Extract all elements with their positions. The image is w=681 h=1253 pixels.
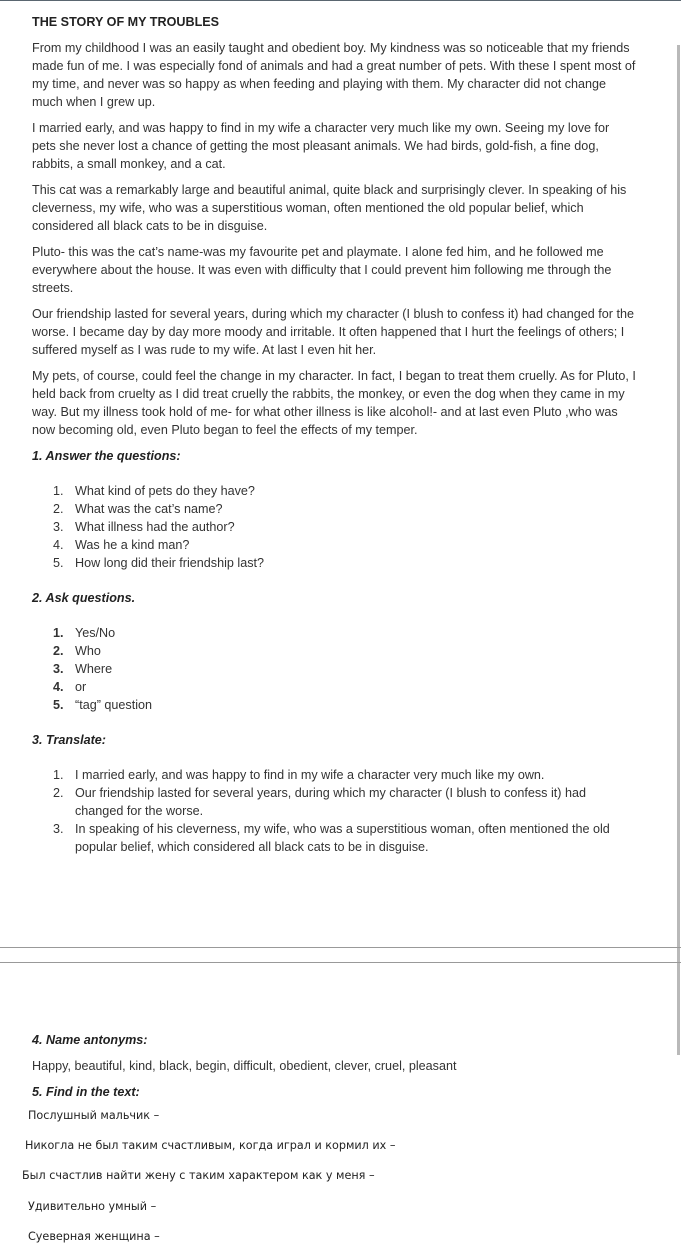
page-break-line-bottom	[0, 962, 681, 963]
list-item	[32, 784, 636, 820]
item-number: 1.	[53, 626, 64, 640]
item-text: Who	[75, 644, 101, 658]
task-1-heading: 1. Answer the questions:	[32, 449, 181, 463]
page-break-line-top	[0, 947, 681, 948]
item-number: 4.	[53, 680, 64, 694]
item-number: 3.	[53, 520, 64, 534]
list-item	[32, 518, 636, 536]
story-title: THE STORY OF MY TROUBLES	[32, 15, 220, 29]
task-2-heading: 2. Ask questions.	[32, 591, 136, 605]
paragraph-6: My pets, of course, could feel the change in my character. In fact, I began to treat them cruelly. As for Pluto, I held back from cruelty as I did treat cruelly the rabbits, the monkey, or even the dog when they came in my way. But my illness took hold of me- for what other illness is like alcohol!- and at last even Pluto ,who was now becoming old, even Pluto began to feel the effects of my temper.	[32, 369, 636, 437]
item-text: Was he a kind man?	[75, 538, 190, 552]
item-number: 2.	[53, 644, 64, 658]
paragraph-2: I married early, and was happy to find in my wife a character very much like my own. Seeing my love for pets she never lost a chance of getting the most pleasant animals. We had birds, gold-fish, a fine dog, rabbits, a small monkey, and a cat.	[32, 121, 610, 171]
item-text: What kind of pets do they have?	[75, 484, 255, 498]
item-number: 1.	[53, 768, 64, 782]
page-two	[32, 1031, 636, 1109]
task-4-heading: 4. Name antonyms:	[32, 1033, 148, 1047]
find-line-5: Суеверная женщина –	[28, 1230, 160, 1243]
list-item	[32, 678, 636, 696]
item-number: 2.	[53, 502, 64, 516]
list-item	[32, 660, 636, 678]
list-item	[32, 766, 636, 784]
paragraph-5: Our friendship lasted for several years, during which my character (I blush to confess it) had changed for the worse. I became day by day more moody and irritable. It often happened that I hurt the feelings of others; I suffered myself as I was rude to my wife. At last I even hit her.	[32, 307, 634, 357]
list-item	[32, 696, 636, 714]
list-item	[32, 536, 636, 554]
find-line-4: Удивительно умный –	[28, 1200, 157, 1213]
top-border-line	[0, 0, 681, 1]
paragraph-4: Pluto- this was the cat’s name-was my favourite pet and playmate. I alone fed him, and he followed me everywhere about the house. It was even with difficulty that I could prevent him following me through the streets.	[32, 245, 612, 295]
paragraph-1: From my childhood I was an easily taught and obedient boy. My kindness was so noticeable that my friends made fun of me. I was especially fond of animals and had a great number of pets. With these I spent most of my time, and never was so happy as when feeding and playing with them. My character did not change much when I grew up.	[32, 41, 636, 109]
list-item	[32, 624, 636, 642]
item-number: 5.	[53, 698, 64, 712]
item-text: Yes/No	[75, 626, 116, 640]
find-line-2: Никогла не был таким счастливым, когда играл и кормил их –	[25, 1139, 396, 1152]
item-text: Our friendship lasted for several years, during which my character (I blush to confess it) had changed for the worse.	[75, 786, 586, 818]
item-text: I married early, and was happy to find in my wife a character very much like my own.	[75, 768, 545, 782]
task-1-list	[32, 482, 636, 572]
list-item	[32, 820, 636, 856]
item-text: Where	[75, 662, 113, 676]
find-line-1: Послушный мальчик –	[28, 1109, 160, 1122]
item-text: What was the cat’s name?	[75, 502, 223, 516]
item-number: 2.	[53, 786, 64, 800]
item-number: 3.	[53, 662, 64, 676]
task-2-list	[32, 624, 636, 714]
item-text: or	[75, 680, 87, 694]
list-item	[32, 500, 636, 518]
list-item	[32, 482, 636, 500]
item-number: 1.	[53, 484, 64, 498]
task-3-list	[32, 766, 636, 856]
page-one	[32, 13, 636, 873]
paragraph-3: This cat was a remarkably large and beautiful animal, quite black and surprisingly clever. In speaking of his cleverness, my wife, who was a superstitious woman, often mentioned the old popular belief, which considered all black cats to be in disguise.	[32, 183, 627, 233]
item-text: “tag” question	[75, 698, 153, 712]
antonyms-word-list: Happy, beautiful, kind, black, begin, difficult, obedient, clever, cruel, pleasant	[32, 1059, 457, 1073]
item-text: In speaking of his cleverness, my wife, who was a superstitious woman, often mentioned the old popular belief, which considered all black cats to be in disguise.	[75, 822, 610, 854]
item-number: 5.	[53, 556, 64, 570]
item-text: What illness had the author?	[75, 520, 235, 534]
item-number: 4.	[53, 538, 64, 552]
right-scroll-edge	[677, 45, 680, 1055]
task-3-heading: 3. Translate:	[32, 733, 106, 747]
list-item	[32, 554, 636, 572]
item-text: How long did their friendship last?	[75, 556, 265, 570]
find-line-3: Был счастлив найти жену с таким характером как у меня –	[22, 1169, 375, 1182]
item-number: 3.	[53, 822, 64, 836]
list-item	[32, 642, 636, 660]
task-5-heading: 5. Find in the text:	[32, 1085, 140, 1099]
